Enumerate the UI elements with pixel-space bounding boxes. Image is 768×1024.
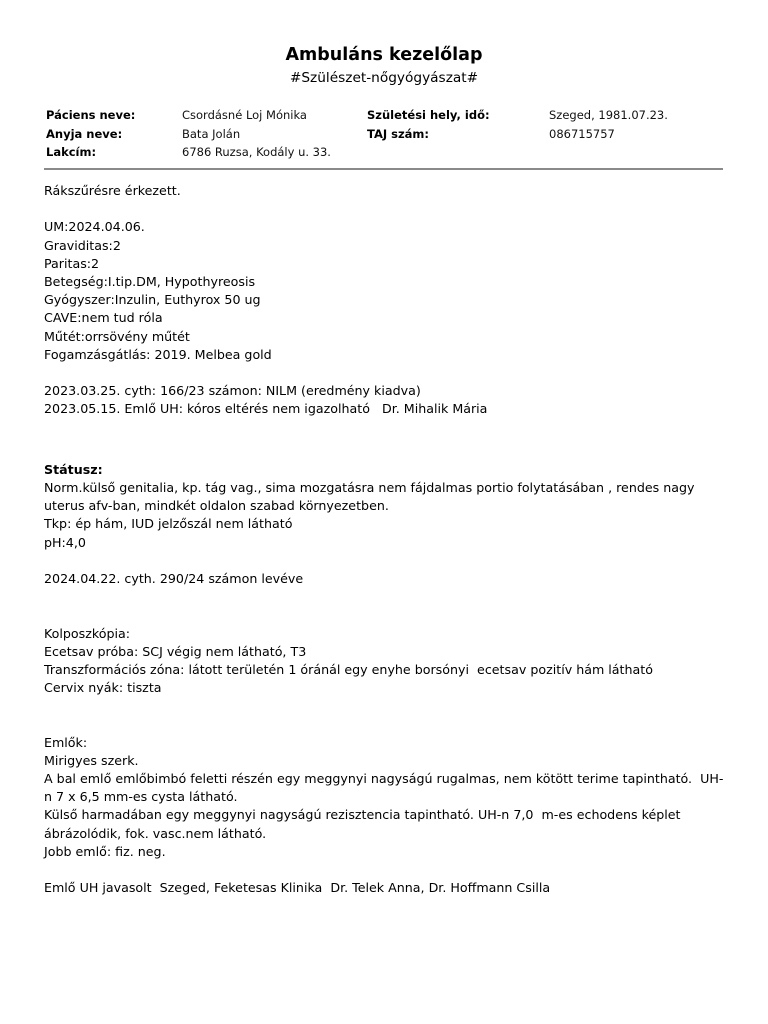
status-section	[44, 461, 744, 552]
document-title: Ambuláns kezelőlap	[285, 45, 483, 65]
breast-exam-line: Jobb emlő: fiz. neg.	[44, 843, 166, 859]
anamnesis-line: Paritas:2	[44, 255, 100, 271]
birth-label: Születési hely, idő:	[367, 108, 490, 122]
line-spacer	[44, 552, 744, 570]
taj-value: 086715757	[549, 126, 615, 141]
breast-exam-line: n 7 x 6,5 mm-es cysta látható.	[44, 789, 238, 805]
anamnesis-line: Gyógyszer:Inzulin, Euthyrox 50 ug	[44, 292, 261, 308]
previous-exam-line: 2023.05.15. Emlő UH: kóros eltérés nem igazolható Dr. Mihalik Mária	[44, 401, 488, 417]
taj-label: TAJ szám:	[367, 126, 430, 141]
breast-exam-line: Külső harmadában egy meggynyi nagyságú rezisztencia tapintható. UH-n 7,0 m-es echodens képlet	[44, 807, 681, 823]
line-spacer	[44, 364, 744, 382]
line-spacer	[44, 697, 744, 733]
breast-exam-line: Mirigyes szerk.	[44, 752, 139, 768]
anamnesis-line: Graviditas:2	[44, 237, 121, 253]
arrival-note: Rákszűrésre érkezett.	[44, 183, 181, 198]
status-line: uterus afv-ban, mindkét oldalon szabad környezetben.	[44, 498, 389, 514]
anamnesis-line: Fogamzásgátlás: 2019. Melbea gold	[44, 346, 272, 362]
breast-exam-heading: Emlők:	[44, 734, 88, 750]
record-body	[44, 182, 744, 897]
previous-exams-section	[44, 382, 744, 418]
colposcopy-section	[44, 625, 744, 698]
anamnesis-line: CAVE:nem tud róla	[44, 310, 163, 326]
line-spacer	[44, 588, 744, 624]
status-line: Norm.külső genitalia, kp. tág vag., sima mozgatásra nem fájdalmas portio folytatásában , rendes nagy	[44, 480, 695, 496]
colposcopy-line: Cervix nyák: tiszta	[44, 680, 162, 696]
colposcopy-heading: Kolposzkópia:	[44, 625, 131, 641]
document-subtitle: #Szülészet-nőgyógyászat#	[289, 70, 479, 86]
anamnesis-line: Műtét:orrsövény műtét	[44, 328, 190, 344]
previous-exam-line: 2023.03.25. cyth: 166/23 számon: NILM (eredmény kiadva)	[44, 383, 421, 399]
line-spacer	[44, 200, 744, 218]
mother-name-label: Anyja neve:	[46, 126, 123, 141]
anamnesis-line: Betegség:I.tip.DM, Hypothyreosis	[44, 273, 256, 289]
address-value: 6786 Ruzsa, Kodály u. 33.	[182, 145, 331, 159]
breast-exam-section	[44, 734, 744, 861]
anamnesis-line: UM:2024.04.06.	[44, 219, 145, 235]
breast-exam-line: A bal emlő emlőbimbó feletti részén egy meggynyi nagyságú rugalmas, nem kötött terime tapintható. UH-	[44, 771, 724, 787]
mother-name-value: Bata Jolán	[182, 126, 241, 141]
patient-info-table	[46, 106, 724, 162]
status-line: Tkp: ép hám, IUD jelzőszál nem látható	[44, 516, 293, 532]
patient-name-label: Páciens neve:	[46, 108, 136, 122]
recommendation-note: Emlő UH javasolt Szeged, Feketesas Klinika Dr. Telek Anna, Dr. Hoffmann Csilla	[44, 880, 551, 896]
line-spacer	[44, 861, 744, 879]
birth-value: Szeged, 1981.07.23.	[549, 108, 668, 122]
address-label: Lakcím:	[46, 145, 97, 159]
status-heading: Státusz:	[44, 461, 103, 477]
line-spacer	[44, 418, 744, 460]
patient-name-value: Csordásné Loj Mónika	[182, 108, 307, 122]
anamnesis-section	[44, 218, 744, 364]
colposcopy-line: Ecetsav próba: SCJ végig nem látható, T3	[44, 643, 307, 659]
colposcopy-line: Transzformációs zóna: látott területén 1 óránál egy enyhe borsónyi ecetsav pozitív hám látható	[44, 661, 653, 677]
cytology-note: 2024.04.22. cyth. 290/24 számon levéve	[44, 570, 304, 586]
status-line: pH:4,0	[44, 534, 86, 550]
header-divider	[44, 168, 723, 170]
breast-exam-line: ábrázolódik, fok. vasc.nem látható.	[44, 825, 267, 841]
